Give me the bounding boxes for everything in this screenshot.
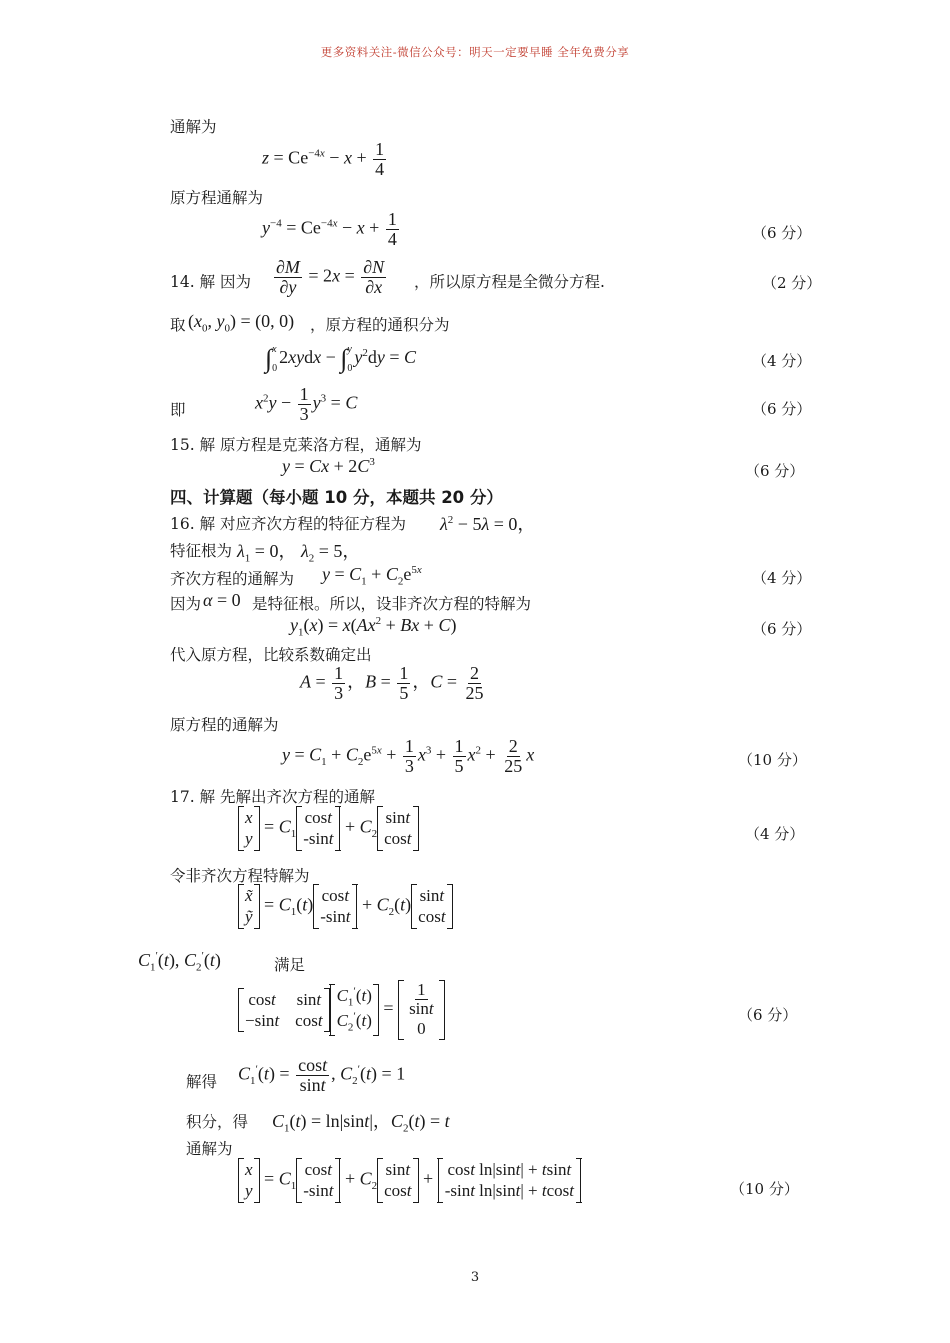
text-solved: 解得 <box>186 1073 218 1091</box>
equation-homog-16: $y = C_1 + C_2e^{5x}$ <box>322 564 422 588</box>
equation-c-values: $C_1(t) = \ln|\sin t|$，$C_2(t) = t$ <box>272 1111 450 1135</box>
text-namely: 即 <box>170 401 186 419</box>
score-label: （6 分） <box>752 224 812 242</box>
problem-16-label: 16. 解 对应齐次方程的特征方程为 <box>170 515 407 533</box>
equation-cprime-values: $C_1'(t)$ = $\frac{\cos t}{\sin t}$ , $C_2'(t) = 1$ <box>238 1055 406 1095</box>
score-label: （4 分） <box>745 825 805 843</box>
text-original-general: 原方程的通解为 <box>170 716 279 734</box>
text-homog-solution: 齐次方程的通解为 <box>170 570 295 588</box>
section-heading: 四、计算题（每小题 10 分，本题共 20 分） <box>170 488 503 507</box>
text-integral-intro: ，原方程的通积分为 <box>310 316 450 334</box>
equation-integral: ∫ x 0 2xydx − ∫ y 0 $y^2dy = C$ <box>265 344 417 374</box>
equation-z: $z = Ce^{-4x} - x$ + $\frac{1}{4}$ <box>262 139 385 179</box>
text-take: 取 <box>170 316 186 334</box>
text-because: 因为 <box>170 595 202 613</box>
text-particular-setup: 是特征根。所以，设非齐次方程的特解为 <box>252 595 532 613</box>
text-general-17: 通解为 <box>186 1140 233 1158</box>
equation-cprime: $C_1'(t)$, $C_2'(t)$ <box>138 950 221 974</box>
equation-system: cost sint −sint cost $C_1'(t)$ $C_2'(t)$ = $\frac{1}{\sin t}$ 0 <box>238 980 445 1040</box>
score-label: （2 分） <box>762 274 822 292</box>
text-satisfy: 满足 <box>274 956 306 974</box>
page-number: 3 <box>470 1270 480 1285</box>
problem-14-label: 14. 解 因为 <box>170 273 252 291</box>
score-label: （10 分） <box>730 1180 799 1198</box>
equation-coefficients: A = $\frac{1}{3}$ ，B = $\frac{1}{5}$ ，C = $\frac{2}{25}$ <box>300 663 484 703</box>
equation-initial-point: ($x_0$, $y_0) = (0$, 0) <box>188 311 295 335</box>
score-label: （6 分） <box>745 462 805 480</box>
equation-particular-16: $y_1(x) = x(Ax^2 + Bx + C)$ <box>290 615 457 639</box>
equation-homog-17: x y = $C_1$ cost -sint + $C_2$ sint cost <box>238 806 419 851</box>
text-original-general-solution: 原方程通解为 <box>170 189 264 207</box>
text-substitute: 代入原方程，比较系数确定出 <box>170 646 372 664</box>
text-roots: 特征根为 <box>170 542 233 560</box>
equation-characteristic: $\lambda^2 - 5\lambda = 0$， <box>440 514 536 534</box>
page-header: 更多资料关注-微信公众号：明天一定要早睡 全年免费分享 <box>320 45 630 59</box>
equation-roots: $\lambda_1 = 0$， $\lambda_2 = 5$， <box>237 541 361 565</box>
equation-alpha: α = 0 <box>203 590 241 610</box>
text-particular-17: 令非齐次方程特解为 <box>170 867 310 885</box>
equation-general-16: $y = C_1 + C_2e^{5x}$ + $\frac{1}{3}$ $x^3$ + $\frac{1}{5}$ $x^2$ + $\frac{2}{25}$ x <box>282 736 535 776</box>
equation-clairaut: $y = Cx + 2C^3$ <box>282 456 375 476</box>
score-label: （10 分） <box>738 751 807 769</box>
equation-y-4: $y^{-4} = Ce^{-4x} - x$ + $\frac{1}{4}$ <box>262 209 397 249</box>
score-label: （6 分） <box>752 620 812 638</box>
score-label: （6 分） <box>738 1006 798 1024</box>
score-label: （4 分） <box>752 569 812 587</box>
equation-result-14: $x^2y$ − $\frac{1}{3}$ $y^3 = C$ <box>255 384 358 424</box>
problem-17-label: 17. 解 先解出齐次方程的通解 <box>170 788 376 806</box>
equation-partial: $\frac{\partial M}{\partial y}$ = 2x = $\frac{\partial N}{\partial x}$ <box>276 257 385 297</box>
equation-general-17: x y = $C_1$ cost -sint + $C_2$ sint cost + cost ln|sint| + tsint -sint ln|sint| + tcost <box>238 1158 581 1203</box>
text-integrate: 积分，得 <box>186 1113 249 1131</box>
text-general-solution: 通解为 <box>170 118 217 136</box>
problem-15-label: 15. 解 原方程是克莱洛方程，通解为 <box>170 436 422 454</box>
text-exact-equation: ，所以原方程是全微分方程. <box>414 273 605 291</box>
score-label: （4 分） <box>752 352 812 370</box>
score-label: （6 分） <box>752 400 812 418</box>
equation-particular-17: x̃ ỹ = $C_1(t)$ cost -sint + $C_2(t)$ sint cost <box>238 884 453 929</box>
